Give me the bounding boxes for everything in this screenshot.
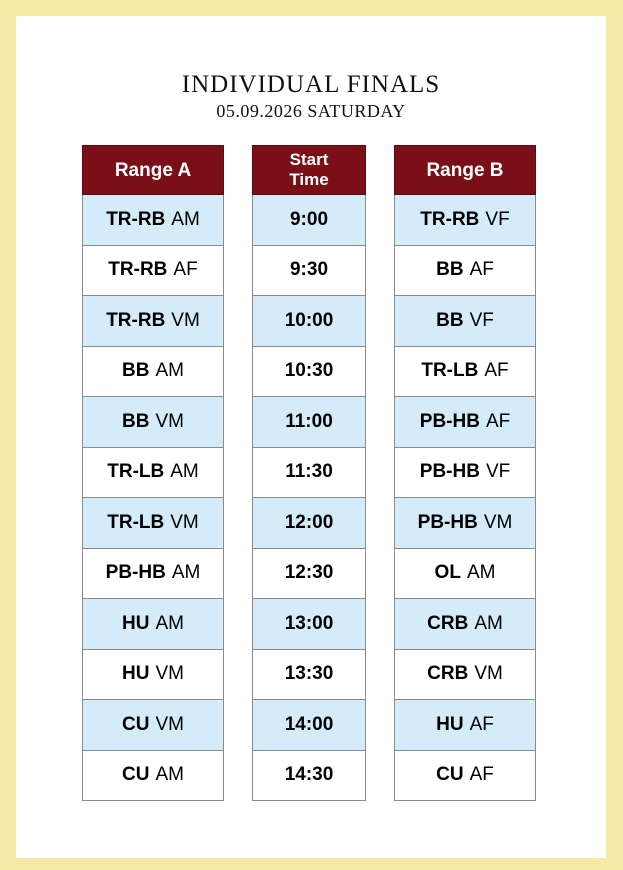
event-code: CRB [427, 612, 469, 634]
range-a-cell [82, 498, 224, 549]
range-b-column [394, 145, 536, 801]
range-b-cell [394, 397, 536, 448]
start-time-column [252, 145, 366, 801]
range-a-cell [82, 549, 224, 600]
range-a-cell [82, 296, 224, 347]
range-b-cell [394, 498, 536, 549]
start-time: 12:30 [284, 562, 334, 584]
event-category: AF [469, 764, 494, 786]
event-category: AM [155, 612, 184, 634]
start-time-cell [252, 751, 366, 802]
event-code: BB [436, 309, 464, 331]
event-code: CU [122, 713, 150, 735]
event-code: BB [436, 259, 464, 281]
range-a-cell [82, 347, 224, 398]
event-code: TR-RB [108, 259, 168, 281]
event-category: AM [155, 360, 184, 382]
start-time: 10:30 [284, 360, 334, 382]
range-b-cell [394, 195, 536, 246]
event-category: AF [173, 259, 198, 281]
start-time: 14:30 [284, 764, 334, 786]
start-time-cell [252, 448, 366, 499]
start-time: 11:00 [285, 410, 333, 432]
event-code: PB-HB [419, 461, 480, 483]
start-time: 11:30 [285, 461, 333, 483]
start-time-header: Start Time [252, 145, 366, 195]
event-category: VM [483, 511, 513, 533]
event-code: PB-HB [105, 562, 166, 584]
event-code: PB-HB [417, 511, 478, 533]
range-b-cell [394, 347, 536, 398]
range-b-cell [394, 296, 536, 347]
schedule-sheet [16, 16, 606, 858]
start-time: 13:30 [284, 663, 334, 685]
range-b-header: Range B [394, 145, 536, 195]
start-time-cell [252, 700, 366, 751]
range-a-column [82, 145, 224, 801]
event-category: VM [155, 713, 184, 735]
start-time-cell [252, 599, 366, 650]
event-category: AM [474, 612, 503, 634]
start-time-cell [252, 195, 366, 246]
event-category: VM [155, 663, 184, 685]
event-category: VM [170, 511, 199, 533]
start-time: 9:30 [289, 259, 329, 281]
event-category: AF [485, 410, 511, 432]
event-category: AM [466, 562, 496, 584]
start-time-cell [252, 296, 366, 347]
event-category: VF [485, 208, 510, 230]
start-time-cell [252, 498, 366, 549]
start-time-cell [252, 650, 366, 701]
start-time: 10:00 [284, 309, 334, 331]
event-code: TR-LB [107, 511, 165, 533]
start-time: 12:00 [284, 511, 334, 533]
event-code: BB [122, 360, 150, 382]
start-time-cell [252, 347, 366, 398]
range-b-cell [394, 751, 536, 802]
range-a-cell [82, 397, 224, 448]
event-category: AM [171, 208, 200, 230]
start-time: 14:00 [284, 713, 334, 735]
range-b-cell [394, 650, 536, 701]
event-category: VM [474, 663, 503, 685]
event-category: VM [155, 410, 184, 432]
range-a-cell [82, 246, 224, 297]
range-b-cell [394, 549, 536, 600]
event-code: TR-RB [106, 208, 166, 230]
event-code: HU [436, 713, 464, 735]
range-b-cell [394, 700, 536, 751]
event-code: HU [122, 612, 150, 634]
start-time: 9:00 [289, 208, 329, 230]
range-a-cell [82, 650, 224, 701]
event-code: TR-RB [106, 309, 166, 331]
start-time: 13:00 [284, 612, 334, 634]
event-code: HU [122, 663, 150, 685]
start-time-cell [252, 246, 366, 297]
event-category: AF [484, 360, 509, 382]
event-code: PB-HB [419, 410, 480, 432]
range-a-cell [82, 751, 224, 802]
event-code: BB [122, 410, 150, 432]
start-time-cell [252, 549, 366, 600]
event-code: TR-RB [420, 208, 480, 230]
range-a-header: Range A [82, 145, 224, 195]
range-b-cell [394, 246, 536, 297]
range-b-cell [394, 448, 536, 499]
event-category: AF [469, 259, 494, 281]
event-code: TR-LB [107, 461, 165, 483]
range-b-cell [394, 599, 536, 650]
start-time-cell [252, 397, 366, 448]
event-category: AM [171, 562, 201, 584]
event-category: AM [155, 764, 184, 786]
range-a-cell [82, 448, 224, 499]
event-code: CRB [427, 663, 469, 685]
event-category: AM [170, 461, 199, 483]
event-code: TR-LB [421, 360, 479, 382]
range-a-cell [82, 195, 224, 246]
range-a-cell [82, 700, 224, 751]
event-category: VF [469, 309, 494, 331]
page-title: INDIVIDUAL FINALS [181, 71, 441, 98]
event-code: CU [436, 764, 464, 786]
event-code: CU [122, 764, 150, 786]
event-category: VM [171, 309, 200, 331]
page-subtitle: 05.09.2026 SATURDAY [216, 101, 406, 121]
event-category: VF [485, 461, 511, 483]
event-code: OL [434, 562, 461, 584]
range-a-cell [82, 599, 224, 650]
event-category: AF [469, 713, 494, 735]
